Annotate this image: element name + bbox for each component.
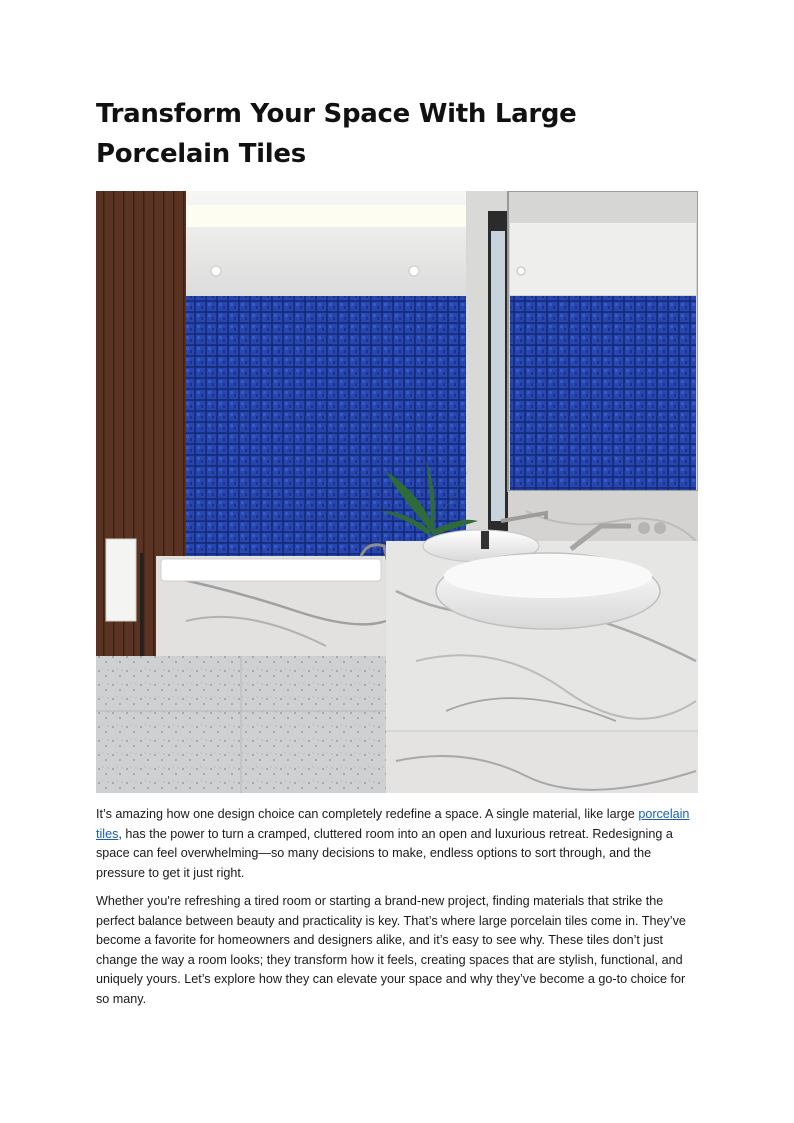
article-title: Transform Your Space With Large Porcelain Tiles [96,99,577,169]
intro-paragraph [96,805,700,883]
intro-text-before-link: It’s amazing how one design choice can completely redefine a space. A single material, like large [96,807,639,821]
porcelain-tiles-link[interactable]: porcelain tiles [96,807,690,841]
bathroom-photo [96,191,698,793]
bathroom-illustration [96,191,698,793]
second-paragraph: Whether you're refreshing a tired room or starting a brand-new project, finding materials that strike the perfect balance between beauty and practicality is key. That’s where large porcelain tiles come in. They’ve become a favorite for homeowners and designers alike, and it’s easy to see why. These tiles don’t just change the way a room looks; they transform how it feels, creating spaces that are stylish, functional, and uniquely yours. Let’s explore how they can elevate your space and why they’ve become a go-to choice for so many. [96,894,686,1006]
intro-text-after-link: , has the power to turn a cramped, cluttered room into an open and luxurious retreat. Redesigning a space can feel overwhelming—so many decisions to make, endless options to sort through, and the pressure to get it just right. [96,826,673,880]
